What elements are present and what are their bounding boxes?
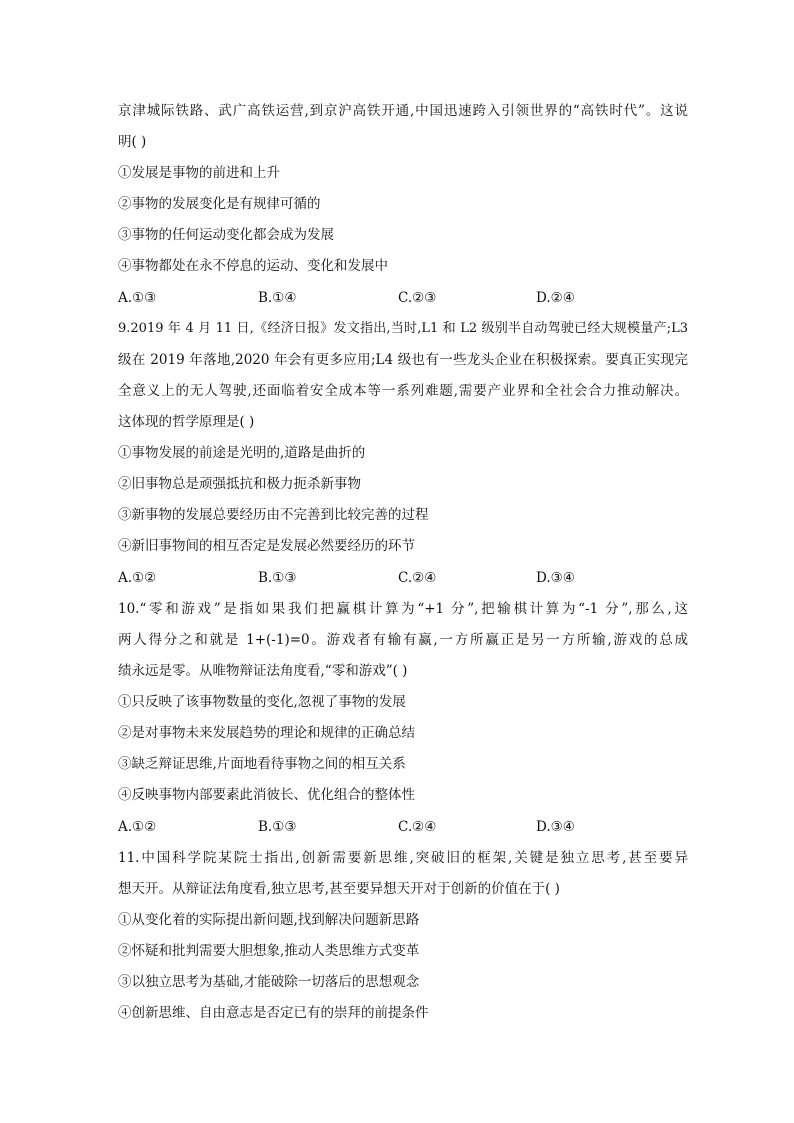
q9-choice-b: B.①③ <box>258 570 297 586</box>
q9-choices <box>118 568 678 588</box>
q10-stem-line-3: 绩永远是零。从唯物辩证法角度看,“零和游戏”( ) <box>118 663 408 679</box>
q8-statement-3: ③事物的任何运动变化都会成为发展 <box>118 227 334 243</box>
q11-statement-2: ②怀疑和批判需要大胆想象,推动人类思维方式变革 <box>118 943 420 959</box>
q9-choice-d: D.③④ <box>536 570 575 586</box>
q8-statement-4: ④事物都处在永不停息的运动、变化和发展中 <box>118 258 388 274</box>
q9-choice-c: C.②④ <box>398 570 437 586</box>
q8-choice-c: C.②③ <box>398 290 437 306</box>
q10-choices <box>118 817 678 837</box>
q10-statement-2: ②是对事物未来发展趋势的理论和规律的正确总结 <box>118 725 415 741</box>
q11-stem-line-1: 11.中国科学院某院士指出,创新需要新思维,突破旧的框架,关键是独立思考,甚至要异 <box>118 850 688 866</box>
q8-stem-line-1: 京津城际铁路、武广高铁运营,到京沪高铁开通,中国迅速跨入引领世界的“高铁时代”。这说 <box>118 103 688 119</box>
q9-stem-line-4: 这体现的哲学原理是( ) <box>118 414 255 430</box>
q9-statement-2: ②旧事物总是顽强抵抗和极力扼杀新事物 <box>118 476 361 492</box>
q11-statement-4: ④创新思维、自由意志是否定已有的崇拜的前提条件 <box>118 1005 429 1021</box>
q10-choice-b: B.①③ <box>258 819 297 835</box>
q8-choice-a: A.①③ <box>118 290 157 306</box>
q9-statement-3: ③新事物的发展总要经历由不完善到比较完善的过程 <box>118 507 429 523</box>
q8-choices <box>118 288 678 308</box>
q10-choice-a: A.①② <box>118 819 157 835</box>
q11-stem-line-2: 想天开。从辩证法角度看,独立思考,甚至要异想天开对于创新的价值在于( ) <box>118 881 560 897</box>
q8-choice-b: B.①④ <box>258 290 297 306</box>
q9-choice-a: A.①② <box>118 570 157 586</box>
q9-statement-1: ①事物发展的前途是光明的,道路是曲折的 <box>118 445 366 461</box>
q10-choice-c: C.②④ <box>398 819 437 835</box>
q10-choice-d: D.③④ <box>536 819 575 835</box>
q11-statement-3: ③以独立思考为基础,才能破除一切落后的思想观念 <box>118 974 420 990</box>
q9-statement-4: ④新旧事物间的相互否定是发展必然要经历的环节 <box>118 538 415 554</box>
q8-statement-1: ①发展是事物的前进和上升 <box>118 165 280 181</box>
q11-statement-1: ①从变化着的实际提出新问题,找到解决问题新思路 <box>118 912 420 928</box>
q8-statement-2: ②事物的发展变化是有规律可循的 <box>118 196 321 212</box>
q10-stem-line-2: 两人得分之和就是 1+(-1)=0。游戏者有输有赢,一方所赢正是另一方所输,游戏的总成 <box>118 632 688 648</box>
q8-choice-d: D.②④ <box>536 290 575 306</box>
q9-stem-line-1: 9.2019 年 4 月 11 日,《经济日报》发文指出,当时,L1 和 L2 级别半自动驾驶已经大规模量产;L3 <box>118 321 688 336</box>
q10-stem-line-1: 10.“零和游戏”是指如果我们把赢棋计算为“+1 分”,把输棋计算为“-1 分”,那么,这 <box>118 601 688 617</box>
q10-statement-4: ④反映事物内部要素此消彼长、优化组合的整体性 <box>118 787 415 803</box>
q9-stem-line-2: 级在 2019 年落地,2020 年会有更多应用;L4 级也有一些龙头企业在积极探索。要真正实现完 <box>118 352 688 368</box>
q10-statement-3: ③缺乏辩证思维,片面地看待事物之间的相互关系 <box>118 756 406 772</box>
q9-stem-line-3: 全意义上的无人驾驶,还面临着安全成本等一系列难题,需要产业界和全社会合力推动解决。 <box>118 383 688 399</box>
q8-stem-line-2: 明( ) <box>118 134 147 150</box>
q10-statement-1: ①只反映了该事物数量的变化,忽视了事物的发展 <box>118 694 406 710</box>
